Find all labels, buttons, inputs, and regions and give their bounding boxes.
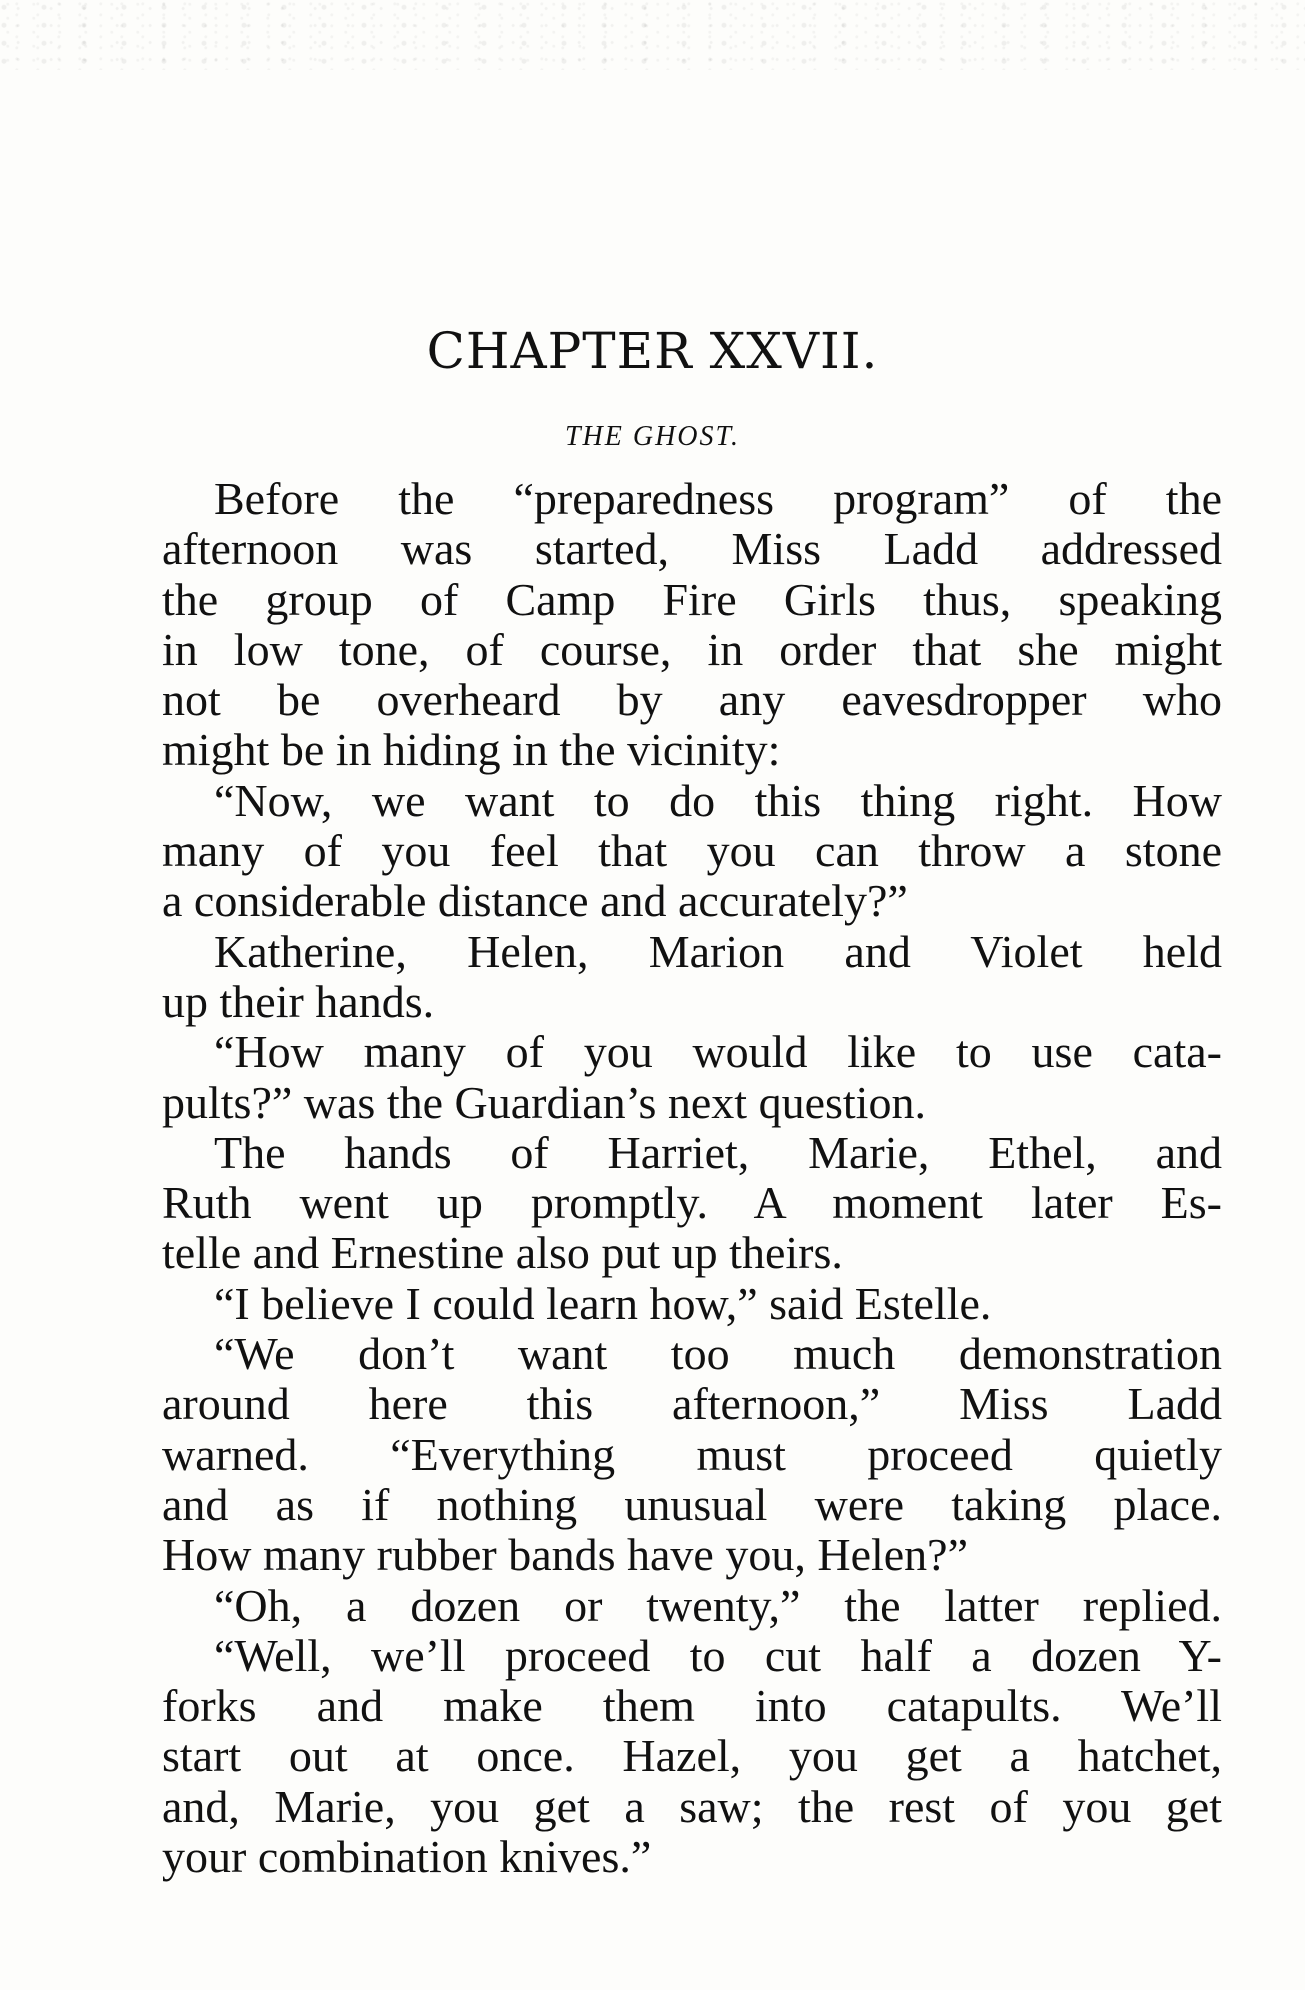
text-line: Ruth went up promptly. A moment later Es- — [162, 1177, 1222, 1229]
chapter-subtitle: THE GHOST. — [564, 421, 741, 452]
text-line: telle and Ernestine also put up theirs. — [162, 1227, 843, 1279]
text-line: around here this afternoon,” Miss Ladd — [162, 1378, 1222, 1430]
text-line: Before the “preparedness program” of the — [214, 473, 1222, 524]
text-line: “I believe I could learn how,” said Estelle. — [214, 1277, 992, 1329]
text-line: warned. “Everything must proceed quietly — [162, 1428, 1222, 1480]
text-line: might be in hiding in the vicinity: — [162, 724, 781, 776]
text-line: “Now, we want to do this thing right. How — [214, 774, 1222, 826]
chapter-title: CHAPTER XXVII. — [426, 322, 879, 380]
text-line: and, Marie, you get a saw; the rest of you get — [162, 1780, 1222, 1832]
text-line: Katherine, Helen, Marion and Violet held — [214, 925, 1222, 977]
text-line: forks and make them into catapults. We’ll — [162, 1680, 1222, 1732]
text-line: “Well, we’ll proceed to cut half a dozen Y- — [214, 1629, 1222, 1681]
text-line: the group of Camp Fire Girls thus, speaking — [162, 573, 1222, 625]
text-line: afternoon was started, Miss Ladd addressed — [162, 523, 1222, 575]
text-line: “Oh, a dozen or twenty,” the latter replied. — [214, 1579, 1222, 1631]
text-line: “How many of you would like to use cata- — [214, 1026, 1222, 1078]
text-line: in low tone, of course, in order that she might — [162, 623, 1222, 675]
scan-noise — [0, 0, 1305, 70]
chapter-body — [162, 474, 1222, 1882]
text-line: up their hands. — [162, 975, 435, 1027]
text-line: “We don’t want too much demonstration — [214, 1328, 1222, 1380]
text-line: How many rubber bands have you, Helen?” — [162, 1529, 969, 1581]
text-line: pults?” was the Guardian’s next question. — [162, 1076, 926, 1128]
text-line: The hands of Harriet, Marie, Ethel, and — [214, 1126, 1222, 1178]
text-line: a considerable distance and accurately?” — [162, 875, 908, 927]
text-line: many of you feel that you can throw a stone — [162, 825, 1222, 877]
text-line: not be overheard by any eavesdropper who — [162, 674, 1222, 726]
text-line: and as if nothing unusual were taking place. — [162, 1478, 1222, 1530]
text-line: your combination knives.” — [162, 1831, 652, 1883]
text-line: start out at once. Hazel, you get a hatchet, — [162, 1730, 1222, 1782]
